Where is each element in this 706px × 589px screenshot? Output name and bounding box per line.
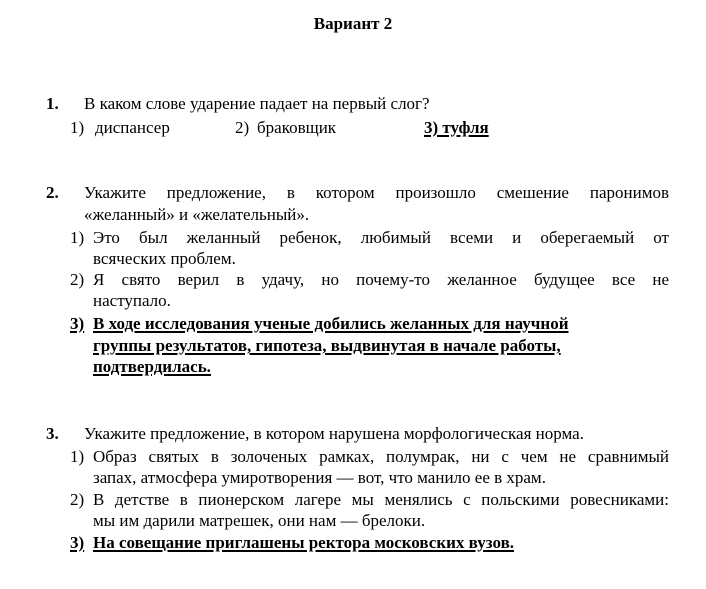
option-text: Я свято верил в удачу, но почему-то желанное будущее все не — [93, 270, 669, 289]
option-text: браковщик — [257, 118, 337, 137]
correct-answer: В ходе исследования ученые добились желанных для научной — [93, 314, 569, 333]
option-number: 2) — [70, 270, 85, 289]
page-title: Вариант 2 — [313, 14, 393, 33]
option-number: 2) — [70, 490, 85, 509]
correct-option-number: 3) — [70, 314, 85, 333]
correct-answer: 3) туфля — [424, 118, 489, 137]
question-text: В каком слове ударение падает на первый слог? — [84, 94, 430, 113]
option-text: наступало. — [93, 291, 171, 310]
question-text: Укажите предложение, в котором произошло смешение паронимов — [84, 183, 669, 202]
option-number: 1) — [70, 228, 85, 247]
correct-option-number: 3) — [70, 533, 85, 552]
option-text: всяческих проблем. — [93, 249, 236, 268]
option-text: диспансер — [95, 118, 170, 137]
question-number: 2. — [46, 183, 59, 202]
option-number: 1) — [70, 118, 85, 137]
correct-answer: На совещание приглашены ректора московских вузов. — [93, 533, 514, 552]
question-number: 1. — [46, 94, 59, 113]
question-number: 3. — [46, 424, 59, 443]
question-text: «желанный» и «желательный». — [84, 205, 310, 224]
question-text: Укажите предложение, в котором нарушена морфологическая норма. — [84, 424, 584, 443]
option-text: Образ святых в золоченых рамках, полумрак, ни с чем не сравнимый — [93, 447, 669, 466]
option-text: В детстве в пионерском лагере мы менялись с польскими ровесниками: — [93, 490, 669, 509]
option-number: 2) — [235, 118, 250, 137]
option-text: запах, атмосфера умиротворения — вот, что манило ее в храм. — [93, 468, 546, 487]
correct-answer: подтвердилась. — [93, 357, 211, 376]
correct-answer: группы результатов, гипотеза, выдвинутая в начале работы, — [93, 336, 561, 355]
option-text: Это был желанный ребенок, любимый всеми и оберегаемый от — [93, 228, 669, 247]
option-text: мы им дарили матрешек, они нам — брелоки. — [93, 511, 426, 530]
option-number: 1) — [70, 447, 85, 466]
